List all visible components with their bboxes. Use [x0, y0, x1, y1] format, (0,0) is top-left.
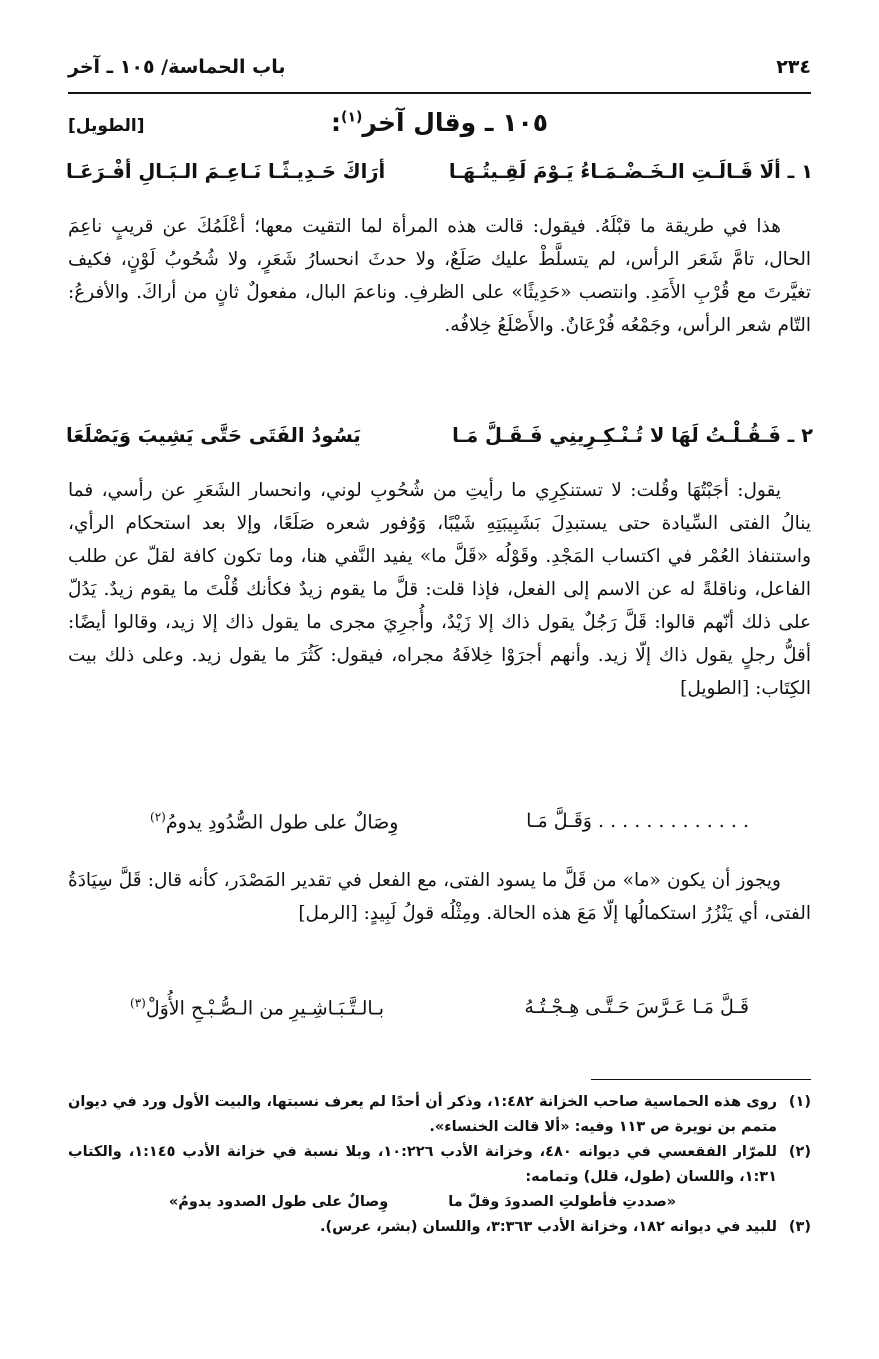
verse-2-first-hemistich: ٢ ـ فَـقُـلْـتُ لَهَا لا تُـنْـكِـرِينِي فَـقَـلَّ مَـا [452, 424, 813, 447]
quoted-verse-2-second-hemistich: بـالـتَّـبَـاشِـيرِ من الـصُّـبْـحِ الأُوَلْ$^{(٣)}$ [130, 996, 385, 1020]
footnote-1 [68, 1090, 811, 1140]
poem-meter: [الطويل] [68, 116, 145, 136]
footnote-text: للبيد في ديوانه ١٨٢، وخزانة الأدب ٣:٣٦٣، واللسان (بشر، عرس). [320, 1219, 777, 1235]
quoted-verse-1 [150, 810, 749, 844]
footnote-number: (٣) [788, 1219, 811, 1235]
footnote-verse-first-hemistich: «صددتِ فأطولتِ الصدودَ وقلّ ما [448, 1194, 677, 1210]
verse-2 [66, 424, 813, 460]
verse-1-first-hemistich: ١ ـ ألَا قَـالَـتِ الـخَـضْـمَـاءُ يَـوْمَ لَقِـيتُـهَـا [448, 160, 813, 183]
poem-title-footnote-marker: (١) [341, 109, 363, 126]
footnote-text: للمرّار الفقعسي في ديوانه ٤٨٠، وخزانة الأدب ١٠:٢٢٦، وبلا نسبة في خزانة الأدب ١:١٤٥، والكتاب ١:٣١، واللسان (طول، قلل) وتمامه: [68, 1144, 777, 1185]
commentary-verse-2 [68, 474, 811, 705]
poem-title [68, 108, 811, 137]
footnote-verse-second-hemistich: وِصالٌ على طول الصدود يدومُ» [168, 1194, 389, 1210]
page-number: ٢٣٤ [776, 56, 811, 78]
running-title: باب الحماسة/ ١٠٥ ـ آخر [68, 56, 286, 78]
quoted-verse-2 [130, 996, 749, 1030]
poem-heading [68, 108, 811, 148]
footnote-rule [591, 1079, 811, 1080]
footnote-marker: (٢) [150, 810, 166, 824]
footnote-2 [68, 1140, 811, 1190]
commentary-paragraph: ويجوز أن يكون «ما» من قَلَّ ما يسود الفتى، مع الفعل في تقدير المَصْدَر، كأنه قال: قَلَّ سِيَادَةُ الفتى، أي يَنْزُرُ استكمالُها إلّا مَعَ هذه الحالة. ومِثْلُه قولُ لَبِيدٍ: [الرمل] [68, 870, 811, 924]
commentary-verse-1 [68, 210, 811, 342]
verse-2-second-hemistich: يَسُودُ الفَتَى حَتَّى يَشِيبَ وَيَصْلَعَا [66, 424, 361, 447]
footnote-number: (٢) [788, 1144, 811, 1160]
quoted-verse-2-first-hemistich: قَـلَّ مَـا عَـرَّسَ حَـتَّـى هِـجْـتُـهُ [524, 996, 749, 1018]
poem-title-text: ١٠٥ ـ وقال آخر [362, 108, 548, 137]
footnote-number: (١) [788, 1094, 811, 1110]
footnote-marker: (٣) [130, 996, 146, 1010]
running-head [68, 56, 811, 78]
commentary-paragraph: هذا في طريقة ما قبْلَهُ. فيقول: قالت هذه المرأة لما التقيت معها؛ أعْلَمُكَ عن قريبٍ ناعِمَ الحال، تامَّ شَعَر الرأس، لم يتسلَّطْ عليك صَلَعٌ، ولا حدثَ انحسارُ شَعَرٍ، ولا شُحُوبُ لَوْنٍ، فكيف تغيَّرتَ مع قُرْبِ الأَمَدِ. وانتصب «حَدِيثًا» على الظرفِ. وناعمَ البال، مفعولٌ ثانٍ من أراكَ. والأفرعُ: التّام شعر الرأس، وجَمْعُه فُرْعَانٌ. والأَصْلَعُ خِلافُه. [68, 216, 811, 336]
verse-1-second-hemistich: أرَاكَ حَـدِيـثًـا نَـاعِـمَ الـبَـالِ أفْـرَعَـا [66, 160, 386, 183]
header-rule [68, 92, 811, 94]
footnote-2-verse [68, 1190, 811, 1215]
footnote-text: روى هذه الحماسية صاحب الخزانة ١:٤٨٢، وذكر أن أحدًا لم يعرف نسبتها، والبيت الأول ورد في ديوان متمم بن نويرة ص ١١٣ وفيه: «ألا قالت الخنساء». [68, 1094, 777, 1135]
commentary-paragraph: يقول: أجَبْتُهَا وقُلت: لا تستنكِرِي ما رأيتِ من شُحُوبِ لوني، وانحسار الشَعَرِ عن رأسي، فما ينالُ الفتى السِّيادة حتى يستبدِلَ بَشَبِيبَتِهِ شَيْبًا، وَوُفور شعره صَلَعًا، وإلا بعد استحكام الرأي، واستنفاذ العُمْر في اكتساب المَجْدِ. وقَوْلُه «قَلَّ ما» يفيد النَّفي هنا، وما تكون كافة لقلّ عن طلب الفاعل، وناقلةً له عن الاسم إلى الفعل، فإذا قلت: قلَّ ما يقوم زيدٌ فكأنك قُلْتَ ما يقوم زيدٌ. يَدُلّ على ذلك أنّهم قالوا: قَلَّ رَجُلٌ يقول ذاك إلا زَيْدٌ، وأُجرِيَ مجرى ما يقول ذاك إلا زيد، وقالوا أيضًا: أقلُّ رجلٍ يقول ذاك إلّا زيد. وأنهم أجرَوْا خِلافَهُ مجراه، فيقول: كَثُرَ ما يقول زيد. وعلى ذلك بيت الكِتَاب: [الطويل] [68, 480, 811, 699]
poem-title-colon: : [331, 108, 342, 137]
commentary-3 [68, 864, 811, 930]
footnotes [68, 1090, 811, 1240]
quoted-verse-1-second-hemistich: وِصَالٌ على طول الصُّدُودِ يدومُ$^{(٢)}$ [150, 810, 399, 834]
quoted-verse-1-first-hemistich: . . . . . . . . . . . . . وَقَـلَّ مَـا [526, 810, 749, 832]
verse-1 [66, 160, 813, 196]
footnote-3 [68, 1215, 811, 1240]
